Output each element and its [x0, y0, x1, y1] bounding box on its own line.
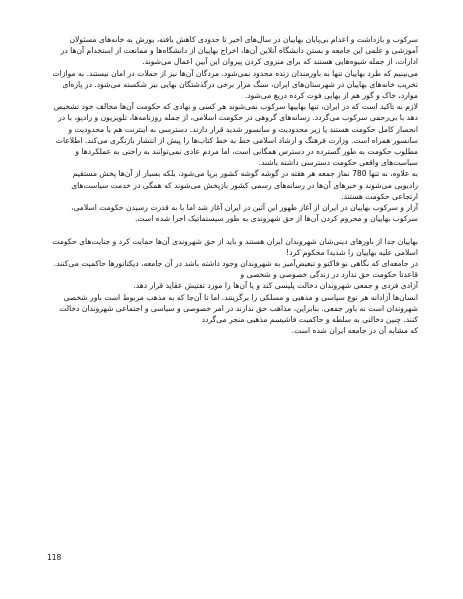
page-number: 118 — [47, 553, 62, 562]
paragraph: آزار و سرکوب بهاییان در ایران از آغاز ظهور این آئین در ایران آغاز شد اما با به قدرت رسیدن حکومت اسلامی، سرکوب بهاییان و محروم کردن آن‌ها از حق شهروندی به طور سیستماتیک اجرا شده است. — [71, 203, 418, 224]
paragraph: به علاوه، نه تنها 780 نماز جمعه هر هفته در گوشه گوشه کشور برپا می‌شود، بلکه بسیار از آن‌ها پخش مستقیم رادیویی می‌شوند و خبرهای آن‌ها در رسانه‌های رسمی کشور بازپخش می‌شوند که همگی در خدمت سیاست‌های ارتجاعی حکومت هستند. — [71, 169, 418, 201]
paragraph: انسان‌ها آزادانه هر نوع سیاسی و مذهبی و مسلکی را برگزینند. اما تا آن‌جا که به مذهب مربوط است باور شخصی شهروندان است نه باور جمعی. بنابراین، مذاهب حق ندارند در امر خصوصی و سیاسی و اجتماعی شهروندان دخالت کنند. چنین دخالتی به سلطه و حاکمیت فاشیسم مذهبی منجر می‌گردد — [59, 292, 418, 325]
paragraph-spacer — [52, 224, 418, 235]
paragraph: بهاییان جدا از باورهای دینی‌شان شهروندان ایران هستند و باید از حق شهروندی آن‌ها حمایت کرد و جنایت‌های حکومت اسلامی علیه بهاییان را شدیدا محکوم کرد! — [52, 236, 418, 257]
paragraph: آزادی فردی و جمعی شهروندان دخالت پلیسی کند و یا آن‌ها را مورد تفتیش عقاید قرار دهد. — [133, 281, 418, 291]
body-text — [52, 34, 418, 336]
paragraph: که مشابه آن در جامعه ایران شده است. — [291, 326, 418, 336]
paragraph: لازم به تاکید است که در ایران، تنها بهاییها سرکوب نمی‌شوند هر کسی و نهادی که حکومت آن‌ها مخالف خود تشخیص دهد با بی‌رحمی سرکوب می‌گردد. رسانه‌های گروهی در حکومت اسلامی، از جمله روزنامه‌ها، تلویزیون و رادیو، با در انحصار کامل حکومت هستند یا زیر محدودیت و سانسور شدید قرار دارند. دسترسی به اینترنت هم با محدودیت و سانسور همراه است. وزارت فرهنگ و ارشاد اسلامی خط به خط کتاب‌ها را پیش از انتشار بازنگری می‌کند. اطلاعات مطلوب حکومت به طور گسترده در دسترس همگانی است، اما مردم عادی نمی‌توانند به راحتی به عملکردها و سیاست‌های واقعی حکومت دسترسی داشته باشند. — [53, 102, 418, 168]
paragraph: سرکوب و بازداشت و اعدام بی‌پایان بهاییان در سال‌های اخیر تا حدودی کاهش یافته، یورش به خانه‌های مسئولان آموزشی و علمی این جامعه و بستن دانشگاه آنلاین آن‌ها، اخراج بهاییان از دانشگاه‌ها و ممانعت از استخدام آن‌ها در ادارات، از جمله شیوه‌هایی هستند که برای منزوی کردن پیروان این آیین اعمال می‌شوند. — [60, 35, 418, 67]
paragraph: می‌بینیم که طرد بهاییان تنها به باورمندان زنده محدود نمی‌شود. مردگان آن‌ها نیز از حملات در امان نیستند. به موازات تخریب خانه‌های بهاییان در شهرستان‌های ایران، سنگ مزار برخی درگذشتگان بهایی نیز شکسته می‌شود. در پاره‌ای موارد، خاک و گور هم از بهایی فوت کرده دریغ می‌شود. — [52, 68, 418, 101]
paragraph: در جامعه‌ای که نگاهی نو فاکتو و تبعیض‌آمیز به شهروندان وجود داشته باشد در آن جامعه، دیکتاتورها حاکمیت می‌کنند. قاعدتا حکومت حق ندارد در زندگی خصوصی و شخصی و — [53, 259, 418, 280]
